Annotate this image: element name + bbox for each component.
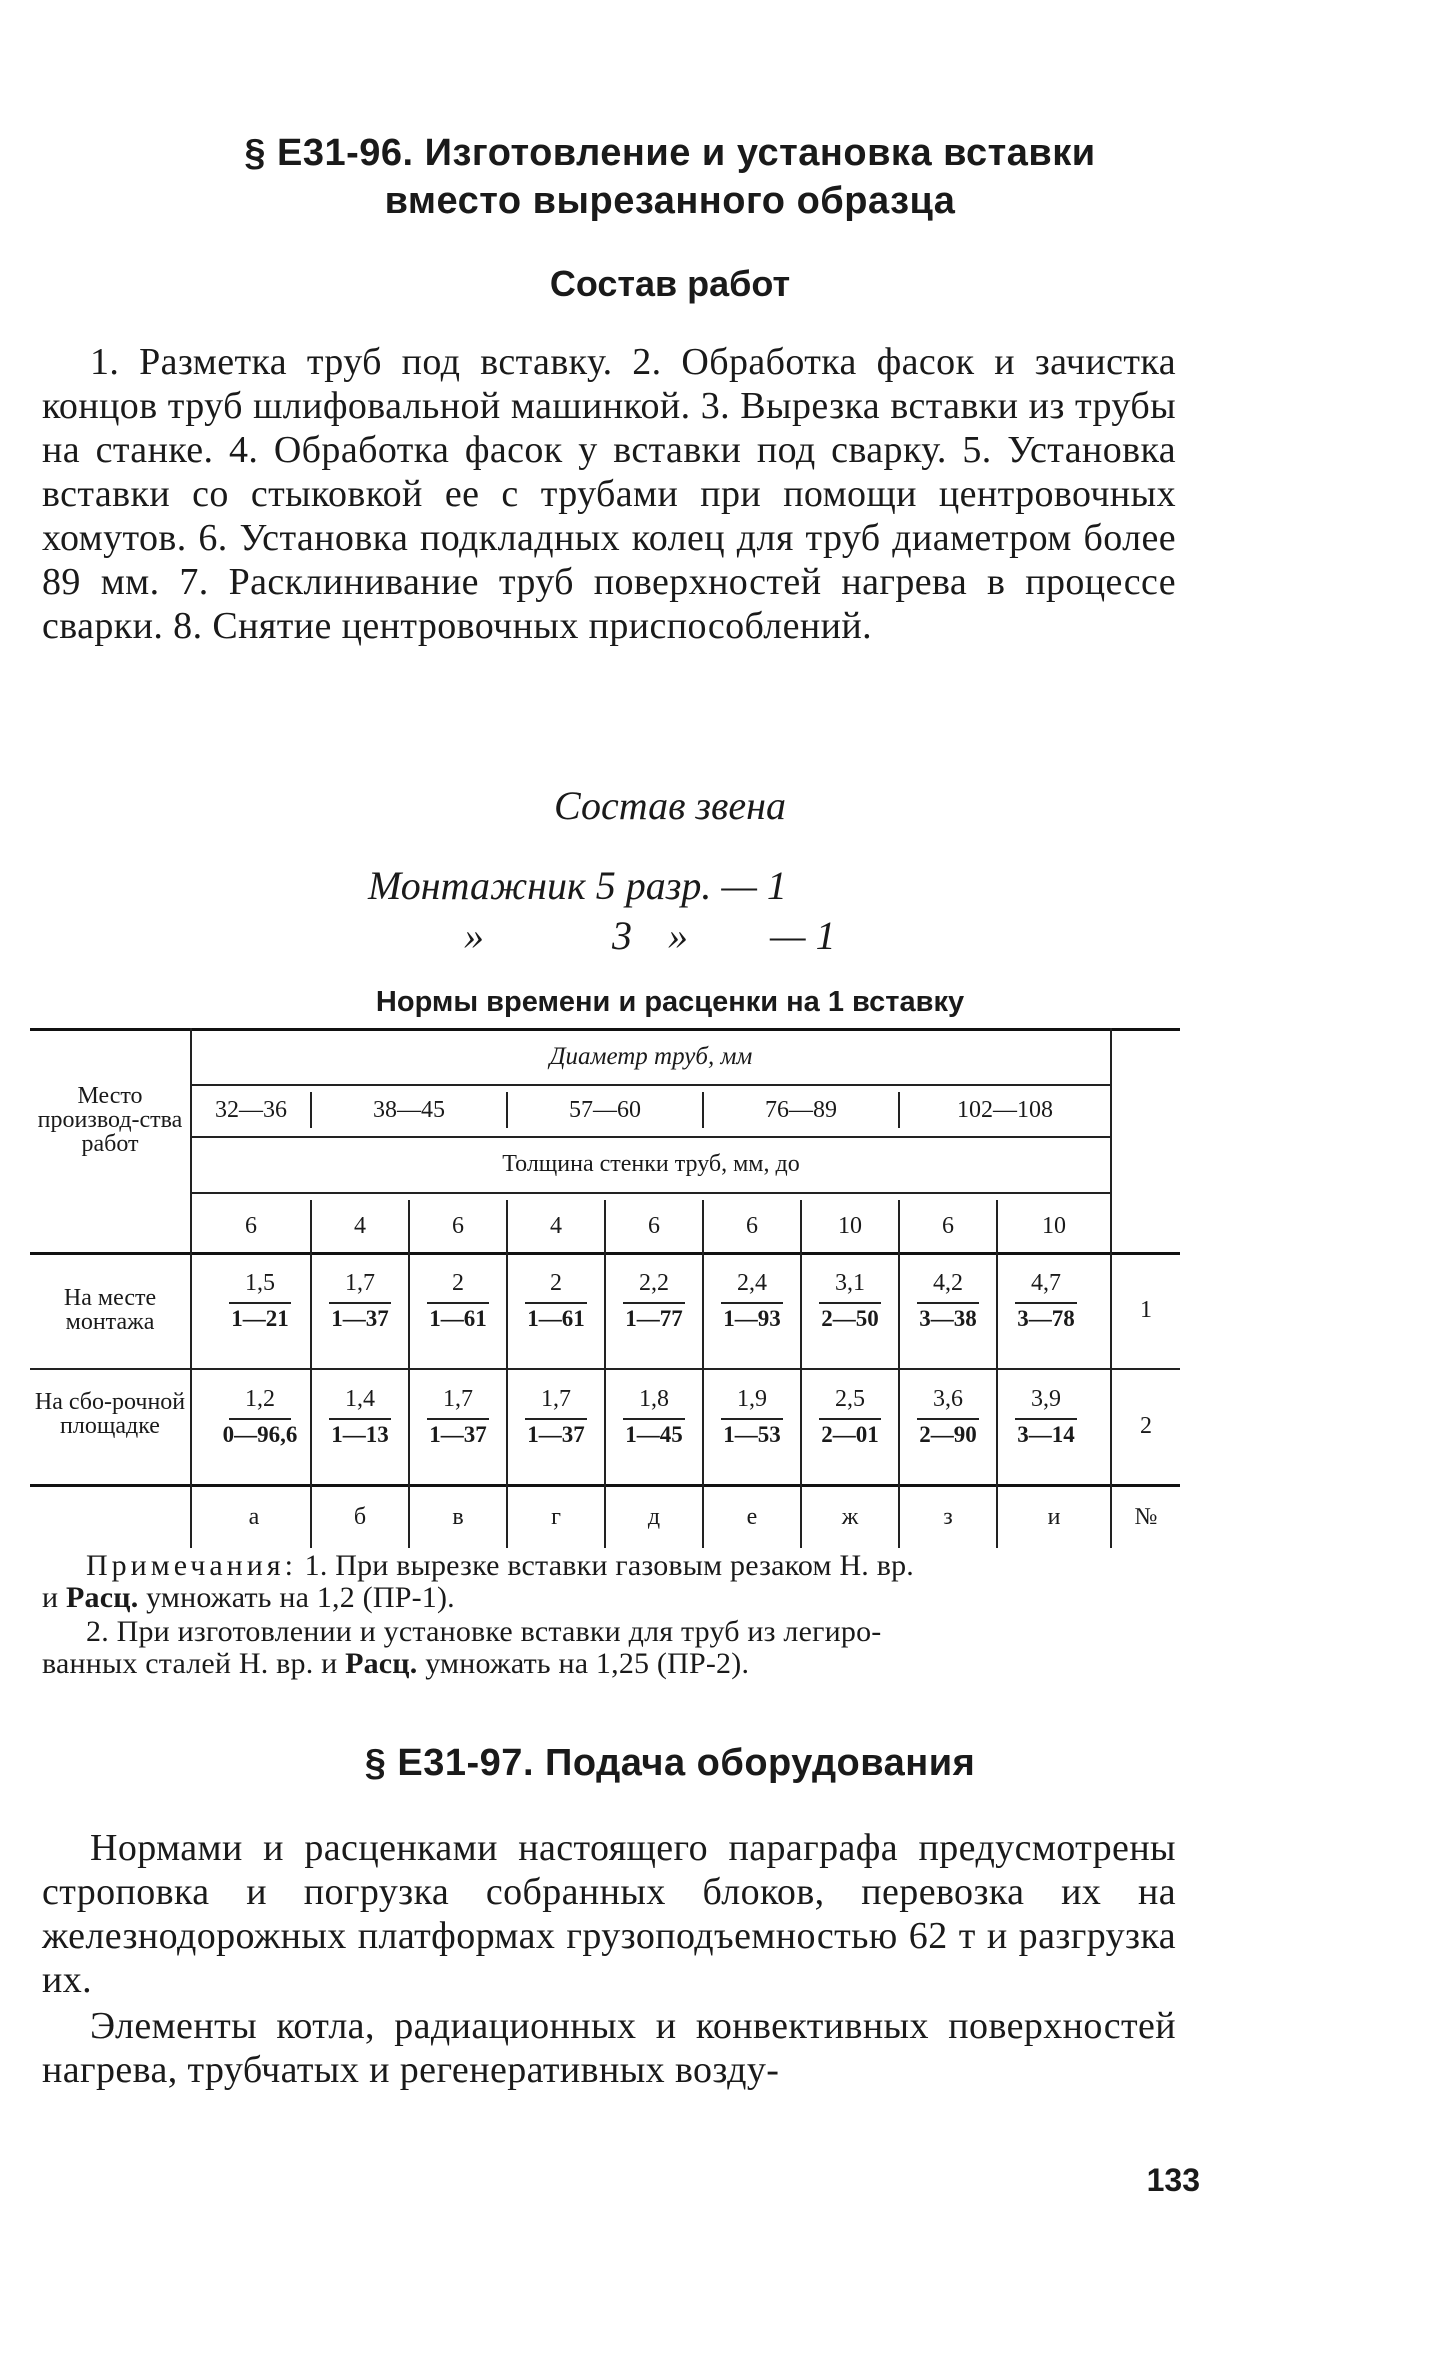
column-rule (702, 1200, 704, 1548)
works-paragraph: 1. Разметка труб под вставку. 2. Обработка фасок и зачистка концов труб шлифовальной машинкой. 3. Вырезка вставки из трубы на станке. 4. Обработка фасок у вставки под сварку. 5. Установка вставки со стыковкой ее с трубами при помощи центровочных хомутов. 6. Установка подкладных колец для труб диаметром более 89 мм. 7. Расклинивание труб поверхностей нагрева в процессе сварки. 8. Снятие центровочных приспособлений. (42, 341, 1176, 647)
number-column-rule (1110, 1028, 1112, 1548)
rate-value: 2—50 (821, 1306, 879, 1331)
time-norm: 1,9 (737, 1386, 767, 1412)
norm-table (30, 1028, 1180, 1528)
column-rule (898, 1200, 900, 1548)
table-cell (212, 1268, 308, 1334)
column-letter: в (452, 1504, 464, 1530)
note-2-rate-abbr: Расц. (345, 1647, 418, 1680)
column-letter: д (647, 1504, 661, 1530)
rate-value: 1—93 (723, 1306, 781, 1331)
rate-value: 0—96,6 (222, 1422, 298, 1447)
note-2 (42, 1616, 1176, 1680)
rate-value: 3—14 (1017, 1422, 1075, 1447)
table-top-rule (30, 1028, 1180, 1031)
note-1-rate-abbr: Расц. (65, 1581, 139, 1614)
note-2-text: 2. При изготовлении и установке вставки для труб из легиро- (86, 1615, 882, 1648)
thickness-rule (192, 1192, 1110, 1194)
crew-line-2-quote-2: » (668, 913, 688, 958)
notes-label: Примечания: (86, 1549, 297, 1582)
time-norm: 2 (550, 1270, 562, 1296)
time-norm: 1,7 (345, 1270, 375, 1296)
time-norm: 3,9 (1031, 1386, 1061, 1412)
rate-value: 1—37 (429, 1422, 487, 1447)
column-rule (408, 1200, 410, 1548)
thickness-value: 10 (838, 1213, 862, 1239)
section-96-title-line-2: вместо вырезанного образца (384, 180, 956, 222)
time-norm: 1,7 (541, 1386, 571, 1412)
crew-heading: Состав звена (553, 783, 786, 828)
table-cell (998, 1268, 1094, 1334)
note-1-conj: и (42, 1581, 59, 1614)
rate-value: 1—45 (625, 1422, 683, 1447)
thickness-value: 6 (942, 1213, 954, 1239)
diameter-group: 76—89 (765, 1097, 837, 1123)
diameter-rule (192, 1084, 1110, 1086)
column-letter: ж (841, 1504, 859, 1530)
table-cell (900, 1384, 996, 1450)
section-97-title: § Е31-97. Подача оборудования (364, 1742, 976, 1784)
table-cell (410, 1384, 506, 1450)
time-norm: 1,7 (443, 1386, 473, 1412)
time-norm: 2,5 (835, 1386, 865, 1412)
column-rule (604, 1200, 606, 1548)
rate-value: 1—61 (429, 1306, 487, 1331)
rate-value: 3—78 (1017, 1306, 1075, 1331)
time-norm: 1,8 (639, 1386, 669, 1412)
time-norm: 3,1 (835, 1270, 865, 1296)
column-letter: з (943, 1504, 953, 1530)
table-cell (606, 1268, 702, 1334)
rate-value: 2—90 (919, 1422, 977, 1447)
crew-line-2-grade: 3 (612, 913, 632, 958)
row-number: 1 (1140, 1297, 1152, 1323)
column-rule (506, 1200, 508, 1548)
column-letter: г (551, 1504, 561, 1530)
time-norm: 1,4 (345, 1386, 375, 1412)
table-cell (508, 1384, 604, 1450)
crew-line-2-quote-1: » (464, 913, 484, 958)
thickness-value: 4 (354, 1213, 366, 1239)
table-cell (606, 1384, 702, 1450)
thickness-value: 10 (1042, 1213, 1066, 1239)
section-97-paragraph-1: Нормами и расценками настоящего параграфа предусмотрены строповка и погрузка собранных блоков, перевозка их на железнодорожных платформах грузоподъемностью 62 т и разгрузка их. (42, 1827, 1176, 2001)
note-1-text: 1. При вырезке вставки газовым резаком Н. вр. (304, 1549, 914, 1582)
time-norm: 2,2 (639, 1270, 669, 1296)
time-norm: 3,6 (933, 1386, 963, 1412)
column-letter: б (353, 1504, 367, 1530)
table-cell (508, 1268, 604, 1334)
crew-line-1: Монтажник 5 разр. — 1 (368, 863, 787, 908)
note-2-cont: ванных сталей Н. вр. и (42, 1647, 338, 1680)
thickness-value: 6 (746, 1213, 758, 1239)
diameter-group: 102—108 (957, 1097, 1053, 1123)
rate-value: 1—13 (331, 1422, 389, 1447)
table-cell (802, 1268, 898, 1334)
thickness-value: 6 (245, 1213, 257, 1239)
groups-rule (192, 1136, 1110, 1138)
row-label-assembly-site: На сбо-рочной площадке (34, 1389, 186, 1439)
place-column-header: Место производ-ства работ (37, 1083, 183, 1157)
number-column-label: № (1134, 1504, 1158, 1530)
time-norm: 1,2 (245, 1386, 275, 1412)
rate-value: 3—38 (919, 1306, 977, 1331)
table-cell (312, 1268, 408, 1334)
diameter-group: 32—36 (215, 1097, 287, 1123)
rate-value: 1—61 (527, 1306, 585, 1331)
row-number: 2 (1140, 1413, 1152, 1439)
table-cell (900, 1268, 996, 1334)
works-heading: Состав работ (549, 263, 791, 304)
table-cell (312, 1384, 408, 1450)
table-cell (704, 1268, 800, 1334)
time-norm: 4,7 (1031, 1270, 1061, 1296)
column-rule (996, 1200, 998, 1548)
table-cell (410, 1268, 506, 1334)
time-norm: 1,5 (245, 1270, 275, 1296)
table-cell (802, 1384, 898, 1450)
rate-value: 1—37 (527, 1422, 585, 1447)
note-1 (42, 1550, 1176, 1614)
column-rule (800, 1200, 802, 1548)
time-norm: 4,2 (933, 1270, 963, 1296)
rate-value: 2—01 (821, 1422, 879, 1447)
section-97-paragraph-2: Элементы котла, радиационных и конвективных поверхностей нагрева, трубчатых и регенеративных возду- (42, 2005, 1176, 2091)
diameter-group: 38—45 (373, 1097, 445, 1123)
thickness-value: 6 (648, 1213, 660, 1239)
rate-value: 1—37 (331, 1306, 389, 1331)
table-cell (704, 1384, 800, 1450)
column-letter: е (746, 1504, 758, 1530)
row-label-on-site: На месте монтажа (63, 1285, 157, 1335)
crew-line-2-count: — 1 (770, 913, 836, 958)
note-2-multiplier: умножать на 1,25 (ПР-2). (425, 1647, 750, 1680)
time-norm: 2 (452, 1270, 464, 1296)
table-caption: Нормы времени и расценки на 1 вставку (375, 986, 965, 1018)
time-norm: 2,4 (737, 1270, 767, 1296)
rate-value: 1—77 (625, 1306, 683, 1331)
note-1-multiplier: умножать на 1,2 (ПР-1). (146, 1581, 455, 1614)
thickness-header: Толщина стенки труб, мм, до (502, 1151, 800, 1177)
diameter-header: Диаметр труб, мм (549, 1043, 753, 1070)
column-rule (310, 1200, 312, 1548)
table-cell (212, 1384, 308, 1450)
thickness-value: 6 (452, 1213, 464, 1239)
rate-value: 1—53 (723, 1422, 781, 1447)
table-cell (998, 1384, 1094, 1450)
column-letter: и (1047, 1504, 1061, 1530)
rate-value: 1—21 (231, 1306, 289, 1331)
page-number: 133 (1146, 2162, 1200, 2198)
diameter-group: 57—60 (569, 1097, 641, 1123)
column-letter: а (248, 1504, 260, 1530)
thickness-value: 4 (550, 1213, 562, 1239)
section-96-title-line-1: § Е31-96. Изготовление и установка вставки (244, 132, 1096, 174)
